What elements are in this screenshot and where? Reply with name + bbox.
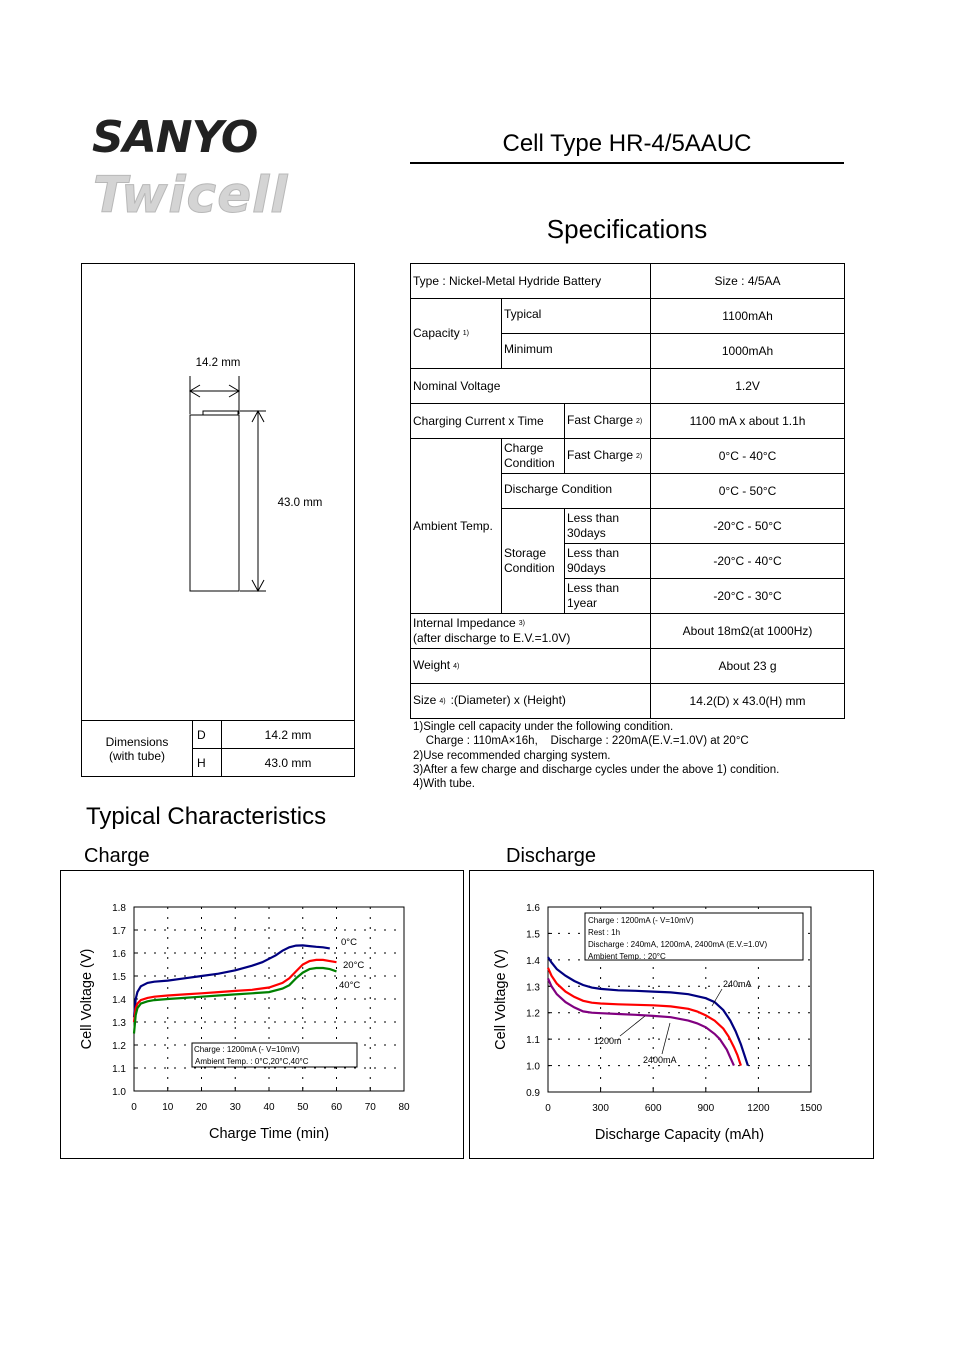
series-line-0 — [134, 945, 330, 1017]
spec-size-top: Size : 4/5AA — [651, 264, 845, 299]
spec-fast-charge-label: Fast Charge 2) — [565, 404, 651, 439]
specifications-title: Specifications — [546, 214, 708, 244]
y-tick-label: 1.3 — [526, 982, 540, 994]
series-label-1: 1200m — [594, 1036, 622, 1046]
spec-impedance-label: Internal Impedance 3) (after discharge to E.V.=1.0V) — [411, 614, 651, 649]
y-tick-label: 1.8 — [112, 903, 126, 914]
y-tick-label: 1.1 — [112, 1064, 126, 1075]
spec-storage-label: Storage Condition — [502, 509, 565, 614]
x-tick-label: 50 — [297, 1102, 309, 1113]
charge-chart-box — [60, 870, 464, 1159]
spec-type: Type : Nickel-Metal Hydride Battery — [411, 264, 651, 299]
y-tick-label: 1.2 — [112, 1041, 126, 1052]
spec-storage-90-value: -20°C - 40°C — [651, 544, 845, 579]
spec-typical-label: Typical — [502, 299, 651, 334]
x-tick-label: 900 — [697, 1103, 715, 1114]
y-tick-label: 1.4 — [526, 955, 540, 967]
dimensions-label: Dimensions (with tube) — [82, 721, 193, 777]
spec-impedance-value: About 18mΩ(at 1000Hz) — [651, 614, 845, 649]
x-tick-label: 20 — [195, 1102, 208, 1113]
note-3: 3)After a few charge and discharge cycles under the above 1) condition. — [413, 763, 780, 776]
y-tick-label: 1.6 — [526, 903, 540, 914]
cell-type-title: Cell Type HR-4/5AAUC — [410, 130, 844, 164]
annotation-line: Discharge : 240mA, 1200mA, 2400mA (E.V.=1.0V) — [588, 940, 768, 949]
y-axis-label: Cell Voltage (V) — [79, 948, 95, 1050]
note-4: 4)With tube. — [413, 778, 475, 791]
spec-charging-label: Charging Current x Time — [411, 404, 565, 439]
x-tick-label: 1200 — [747, 1103, 770, 1114]
battery-drawing — [82, 264, 356, 778]
dim-value-d: 14.2 mm — [222, 721, 355, 749]
y-tick-label: 1.6 — [112, 949, 126, 960]
x-axis-label: Discharge Capacity (mAh) — [594, 1127, 765, 1143]
x-tick-label: 600 — [644, 1103, 662, 1114]
spec-nominal-voltage-label: Nominal Voltage — [411, 369, 651, 404]
series-label-1: 20°C — [343, 960, 365, 971]
charge-chart — [61, 871, 463, 1158]
x-tick-label: 300 — [592, 1103, 609, 1114]
note-1: 1)Single cell capacity under the following condition. — [413, 721, 674, 733]
x-tick-label: 80 — [398, 1102, 410, 1113]
spec-ambient-label: Ambient Temp. — [411, 439, 502, 614]
y-tick-label: 1.5 — [112, 972, 126, 983]
x-tick-label: 70 — [364, 1102, 376, 1113]
discharge-title: Discharge — [506, 845, 597, 867]
annotation-line: Charge : 1200mA (- V=10mV) — [194, 1045, 300, 1054]
dimensions-table — [81, 720, 355, 777]
spec-capacity-label: Capacity 1) — [411, 299, 502, 369]
annotation-line: Rest : 1h — [588, 928, 621, 937]
twicell-logo: Twicell — [93, 166, 289, 224]
spec-fast-charge-label-2: Fast Charge 2) — [565, 439, 651, 474]
discharge-chart-box — [469, 870, 874, 1159]
spec-storage-1y-label: Less than 1year — [565, 579, 651, 614]
y-tick-label: 1.3 — [112, 1018, 126, 1029]
spec-discharge-temp-value: 0°C - 50°C — [651, 474, 845, 509]
spec-storage-90-label: Less than 90days — [565, 544, 651, 579]
series-label-0: 240mA — [723, 979, 752, 989]
specifications-table — [410, 263, 845, 719]
leader-line-1 — [620, 1016, 645, 1036]
series-label-2: 40°C — [339, 980, 361, 991]
series-line-0 — [548, 957, 748, 1065]
annotation-line: Ambient Temp. : 0°C,20°C,40°C — [195, 1057, 309, 1066]
spec-minimum-value: 1000mAh — [651, 334, 845, 369]
spec-size-value: 14.2(D) x 43.0(H) mm — [651, 684, 845, 719]
annotation-line: Ambient Temp. : 20°C — [588, 952, 666, 961]
spec-size-label: Size 4) :(Diameter) x (Height) — [411, 684, 651, 719]
spec-discharge-condition-label: Discharge Condition — [502, 474, 651, 509]
spec-minimum-label: Minimum — [502, 334, 651, 369]
y-tick-label: 1.0 — [112, 1087, 126, 1098]
x-tick-label: 30 — [229, 1102, 241, 1113]
series-label-0: 0°C — [341, 937, 357, 948]
y-tick-label: 1.2 — [526, 1008, 540, 1020]
battery-terminal — [203, 411, 238, 415]
note-2: 2)Use recommended charging system. — [413, 749, 611, 762]
spec-weight-value: About 23 g — [651, 649, 845, 684]
x-axis-label: Charge Time (min) — [208, 1126, 330, 1142]
dimension-drawing-box — [81, 263, 355, 777]
note-1-detail: Charge : 110mA×16h, Discharge : 220mA(E.V.=1.0V) at 20°C — [413, 735, 749, 748]
discharge-chart — [470, 871, 873, 1158]
dim-key-h: H — [193, 749, 222, 777]
y-tick-label: 1.1 — [526, 1035, 540, 1047]
spec-storage-1y-value: -20°C - 30°C — [651, 579, 845, 614]
x-tick-label: 1500 — [799, 1103, 823, 1114]
annotation-line: Charge : 1200mA (- V=10mV) — [588, 916, 694, 925]
spec-typical-value: 1100mAh — [651, 299, 845, 334]
x-tick-label: 0 — [131, 1102, 137, 1113]
dim-key-d: D — [193, 721, 222, 749]
x-tick-label: 60 — [330, 1102, 343, 1113]
x-tick-label: 0 — [545, 1103, 551, 1114]
spec-charging-value: 1100 mA x about 1.1h — [651, 404, 845, 439]
series-label-2: 2400mA — [643, 1055, 677, 1065]
spec-storage-30-label: Less than 30days — [565, 509, 651, 544]
spec-weight-label: Weight 4) — [411, 649, 651, 684]
leader-line-2 — [662, 1023, 670, 1054]
spec-charge-condition-label: Charge Condition — [502, 439, 565, 474]
typical-characteristics-title: Typical Characteristics — [86, 803, 327, 830]
height-label: 43.0 mm — [277, 497, 323, 509]
y-tick-label: 1.7 — [112, 926, 126, 937]
spec-storage-30-value: -20°C - 50°C — [651, 509, 845, 544]
spec-charge-temp-value: 0°C - 40°C — [651, 439, 845, 474]
spec-notes — [413, 720, 779, 791]
y-tick-label: 1.0 — [526, 1061, 540, 1073]
diameter-label: 14.2 mm — [195, 357, 241, 369]
charge-title: Charge — [84, 845, 150, 867]
battery-body — [190, 415, 239, 591]
dim-value-h: 43.0 mm — [222, 749, 355, 777]
y-axis-label: Cell Voltage (V) — [493, 949, 509, 1050]
sanyo-logo: SANYO — [92, 112, 258, 163]
x-tick-label: 10 — [162, 1102, 174, 1113]
y-tick-label: 1.5 — [526, 929, 540, 941]
y-tick-label: 0.9 — [526, 1088, 540, 1099]
y-tick-label: 1.4 — [112, 995, 126, 1006]
spec-nominal-voltage-value: 1.2V — [651, 369, 845, 404]
x-tick-label: 40 — [263, 1102, 275, 1113]
